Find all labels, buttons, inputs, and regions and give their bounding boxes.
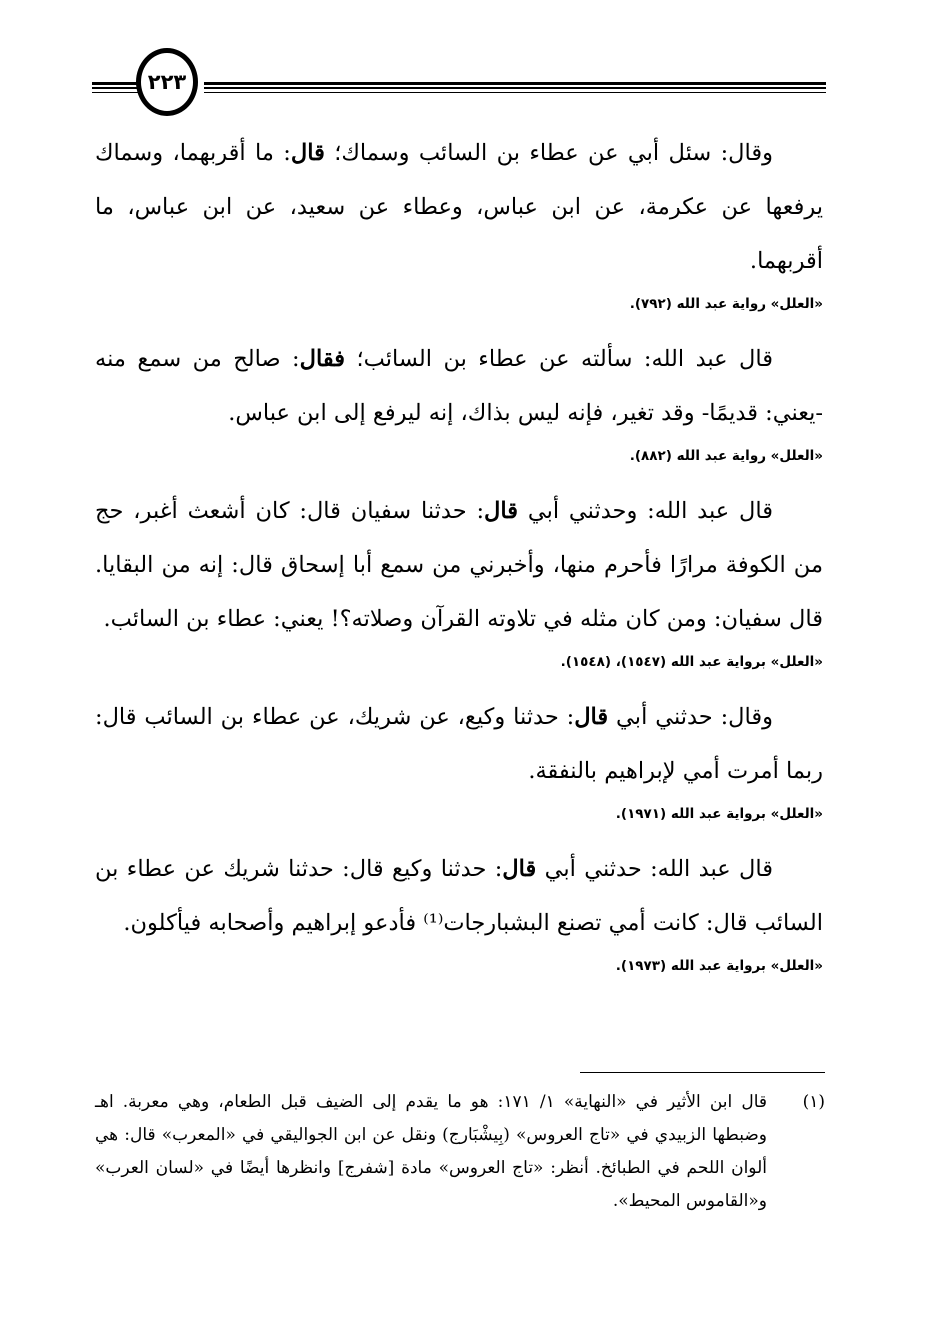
page-number-badge [136, 48, 198, 116]
main-text [95, 126, 823, 994]
paragraph-text: : حدثنا وكيع قال: حدثنا شريك عن عطاء بن السائب قال: كانت أمي تصنع البشبارجات⁽¹⁾ فأدعو إبراهيم وأصحابه فيأكلون. [95, 856, 823, 936]
footnotes [95, 1086, 825, 1218]
paragraph-text: قال عبد الله: سألته عن عطاء بن السائب؛ [345, 346, 774, 372]
header-rule [204, 82, 826, 85]
paragraph-text: وقال: حدثني أبي [608, 704, 773, 730]
paragraph-text: : حدثنا وكيع، عن شريك، عن عطاء بن السائب قال: ربما أمرت أمي لإبراهيم بالنفقة. [95, 704, 823, 784]
paragraph-text: : صالح من سمع منه -يعني: قديمًا- وقد تغير، فإنه ليس بذاك، إنه ليرفع إلى ابن عباس. [95, 346, 823, 426]
bold-keyword: قال [502, 856, 537, 882]
paragraph-text: : ما أقربهما، وسماك يرفعها عن عكرمة، عن ابن عباس، وعطاء عن سعيد، عن ابن عباس، ما أقربهما. [95, 140, 823, 274]
header-rule [92, 92, 138, 93]
paragraph-text: : حدثنا سفيان قال: كان أشعث أغبر، حج من الكوفة مرارًا فأحرم منها، وأخبرني من سمع أبا إسحاق قال: إنه من البقايا. قال سفيان: ومن كان مثله في تلاوته القرآن وصلاته؟! يعني: عطاء بن السائب. [95, 498, 823, 632]
paragraph [95, 484, 823, 646]
source-citation: «العلل» برواية عبد الله (١٥٤٧)، (١٥٤٨). [560, 654, 823, 670]
footnote [95, 1086, 825, 1218]
page-header [92, 44, 826, 130]
paragraph [95, 842, 823, 950]
header-rule [92, 87, 138, 89]
header-rule [92, 82, 138, 85]
header-rule [204, 87, 826, 89]
footnote-text: قال ابن الأثير في «النهاية» ١/ ١٧١: هو ما يقدم إلى الضيف قبل الطعام، وهي معربة. اهـ وضبطها الزبيدي في «تاج العروس» (بِيشْبَارج) ونقل عن ابن الجواليقي في «المعرب» قال: هي ألوان اللحم في الطبائخ. أنظر: «تاج العروس» مادة [شفرج] وانظرها أيضًا في «لسان العرب» و«القاموس المحيط». [95, 1092, 767, 1211]
source-citation: «العلل» برواية عبد الله (١٩٧٣). [615, 958, 823, 974]
source-citation: «العلل» رواية عبد الله (٧٩٢). [629, 296, 823, 312]
header-rule [204, 92, 826, 93]
paragraph-text: قال عبد الله: وحدثني أبي [518, 498, 773, 524]
bold-keyword: فقال [299, 346, 345, 372]
page-number: ٢٢٣ [147, 70, 187, 94]
paragraph-text: قال عبد الله: حدثني أبي [536, 856, 773, 882]
bold-keyword: قال [574, 704, 609, 730]
footnote-separator [580, 1072, 825, 1073]
bold-keyword: قال [290, 140, 325, 166]
paragraph-text: وقال: سئل أبي عن عطاء بن السائب وسماك؛ [324, 140, 773, 166]
source-citation: «العلل» برواية عبد الله (١٩٧١). [615, 806, 823, 822]
source-citation: «العلل» رواية عبد الله (٨٨٢). [629, 448, 823, 464]
footnote-number: (١) [802, 1092, 825, 1112]
paragraph [95, 690, 823, 798]
paragraph [95, 332, 823, 440]
paragraph [95, 126, 823, 288]
bold-keyword: قال [484, 498, 518, 524]
